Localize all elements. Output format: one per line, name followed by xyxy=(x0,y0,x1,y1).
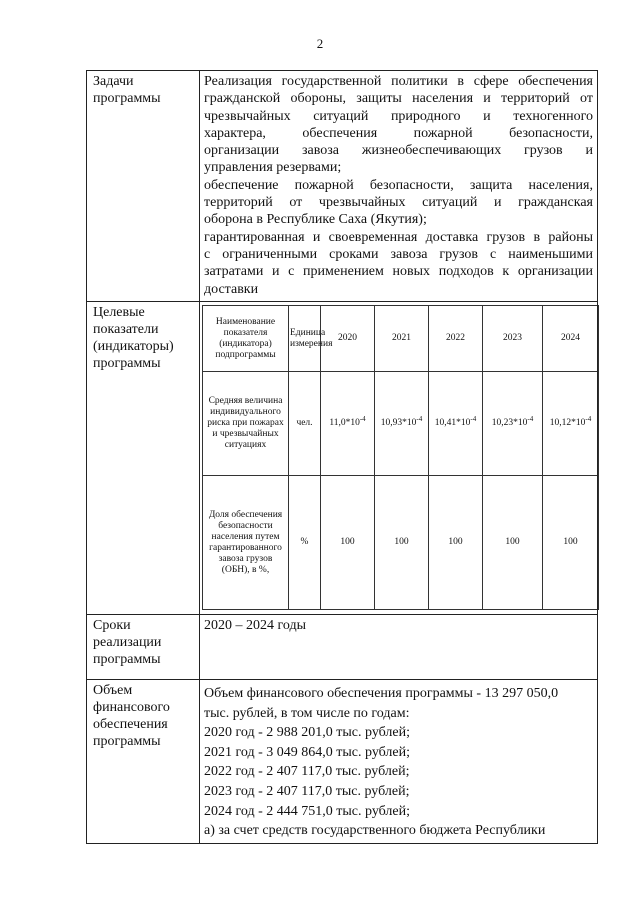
indicator-unit: % xyxy=(289,476,321,610)
funding-row xyxy=(87,680,598,844)
tasks-line: доставки xyxy=(204,281,259,297)
program-passport-table xyxy=(86,70,598,844)
funding-line: 2022 год - 2 407 117,0 тыс. рублей; xyxy=(204,764,410,780)
indicator-unit: чел. xyxy=(289,372,321,476)
indicator-value xyxy=(375,372,429,476)
tasks-row xyxy=(87,71,598,302)
terms-content: 2020 – 2024 годы xyxy=(200,615,598,680)
funding-line: 2020 год - 2 988 201,0 тыс. рублей; xyxy=(204,725,411,741)
funding-line: Объем финансового обеспечения программы - 13 297 050,0 xyxy=(204,686,559,701)
indicator-value: 100 xyxy=(543,476,599,610)
tasks-line: Реализация государственной политики в сфере обеспечения xyxy=(204,74,593,89)
indicators-header-row xyxy=(203,306,599,372)
indicator-value: 100 xyxy=(483,476,543,610)
funding-content xyxy=(200,680,598,844)
terms-label: Сроки реализации программы xyxy=(87,615,200,680)
value-exponent: -4 xyxy=(470,414,477,423)
indicator-value: 100 xyxy=(375,476,429,610)
funding-line: тыс. рублей, в том числе по годам: xyxy=(204,705,410,721)
tasks-line: обеспечение пожарной безопасности, защита населения, xyxy=(204,177,593,193)
value-exponent: -4 xyxy=(416,414,423,423)
funding-line: 2023 год - 2 407 117,0 тыс. рублей; xyxy=(204,783,410,799)
tasks-line: управления резервами; xyxy=(204,160,342,176)
value-mantissa: 10,12*10 xyxy=(549,418,586,428)
tasks-content xyxy=(200,71,598,302)
terms-row xyxy=(87,615,598,680)
indicator-value: 100 xyxy=(429,476,483,610)
tasks-line: характера, обеспечения пожарной безопасности, xyxy=(204,125,593,141)
indicator-value xyxy=(483,372,543,476)
tasks-line: оборона в Республике Саха (Якутия); xyxy=(204,212,427,228)
indicators-content xyxy=(200,302,598,615)
funding-line: а) за счет средств государственного бюджета Республики xyxy=(204,823,546,839)
value-mantissa: 10,93*10 xyxy=(380,418,417,428)
tasks-label: Задачи программы xyxy=(87,71,200,302)
funding-label: Объем финансового обеспечения программы xyxy=(87,680,200,844)
tasks-line: гарантированная и своевременная доставка грузов в районы xyxy=(204,229,593,245)
page-number: 2 xyxy=(316,36,324,51)
value-mantissa: 10,41*10 xyxy=(434,418,471,428)
indicators-row xyxy=(87,302,598,615)
indicator-value xyxy=(321,372,375,476)
value-mantissa: 11,0*10 xyxy=(329,418,360,428)
tasks-line: организации завоза жизнеобеспечивающих грузов и xyxy=(204,143,593,159)
value-exponent: -4 xyxy=(527,414,534,423)
funding-line: 2024 год - 2 444 751,0 тыс. рублей; xyxy=(204,803,411,819)
tasks-line: чрезвычайных ситуаций природного и техногенного xyxy=(204,108,593,124)
funding-line: 2021 год - 3 049 864,0 тыс. рублей; xyxy=(204,744,411,760)
header-name: Наименование показателя (индикатора) подпрограммы xyxy=(203,306,289,372)
indicators-label: Целевые показатели (индикаторы) программы xyxy=(87,302,200,615)
indicator-row xyxy=(203,476,599,610)
tasks-line: с ограниченными сроками завоза грузов с наименьшими xyxy=(204,246,593,262)
indicator-name: Доля обеспечения безопасности населения путем гарантированного завоза грузов (ОБН), в %, xyxy=(203,476,289,610)
header-year: 2020 xyxy=(321,306,375,372)
value-mantissa: 10,23*10 xyxy=(491,418,528,428)
indicator-value xyxy=(543,372,599,476)
indicator-row xyxy=(203,372,599,476)
tasks-line: затратами и с применением новых подходов к организации xyxy=(204,264,593,280)
header-year: 2022 xyxy=(429,306,483,372)
indicator-name: Средняя величина индивидуального риска при пожарах и чрезвычайных ситуациях xyxy=(203,372,289,476)
tasks-line: территорий от чрезвычайных ситуаций и гражданская xyxy=(204,195,593,211)
value-exponent: -4 xyxy=(359,414,366,423)
indicator-value: 100 xyxy=(321,476,375,610)
indicators-table xyxy=(202,305,599,610)
header-year: 2024 xyxy=(543,306,599,372)
indicator-value xyxy=(429,372,483,476)
header-year: 2023 xyxy=(483,306,543,372)
header-unit: Единица измерения xyxy=(289,306,321,372)
tasks-line: гражданской обороны, защиты населения и территорий от xyxy=(204,91,593,107)
header-year: 2021 xyxy=(375,306,429,372)
value-exponent: -4 xyxy=(585,414,592,423)
